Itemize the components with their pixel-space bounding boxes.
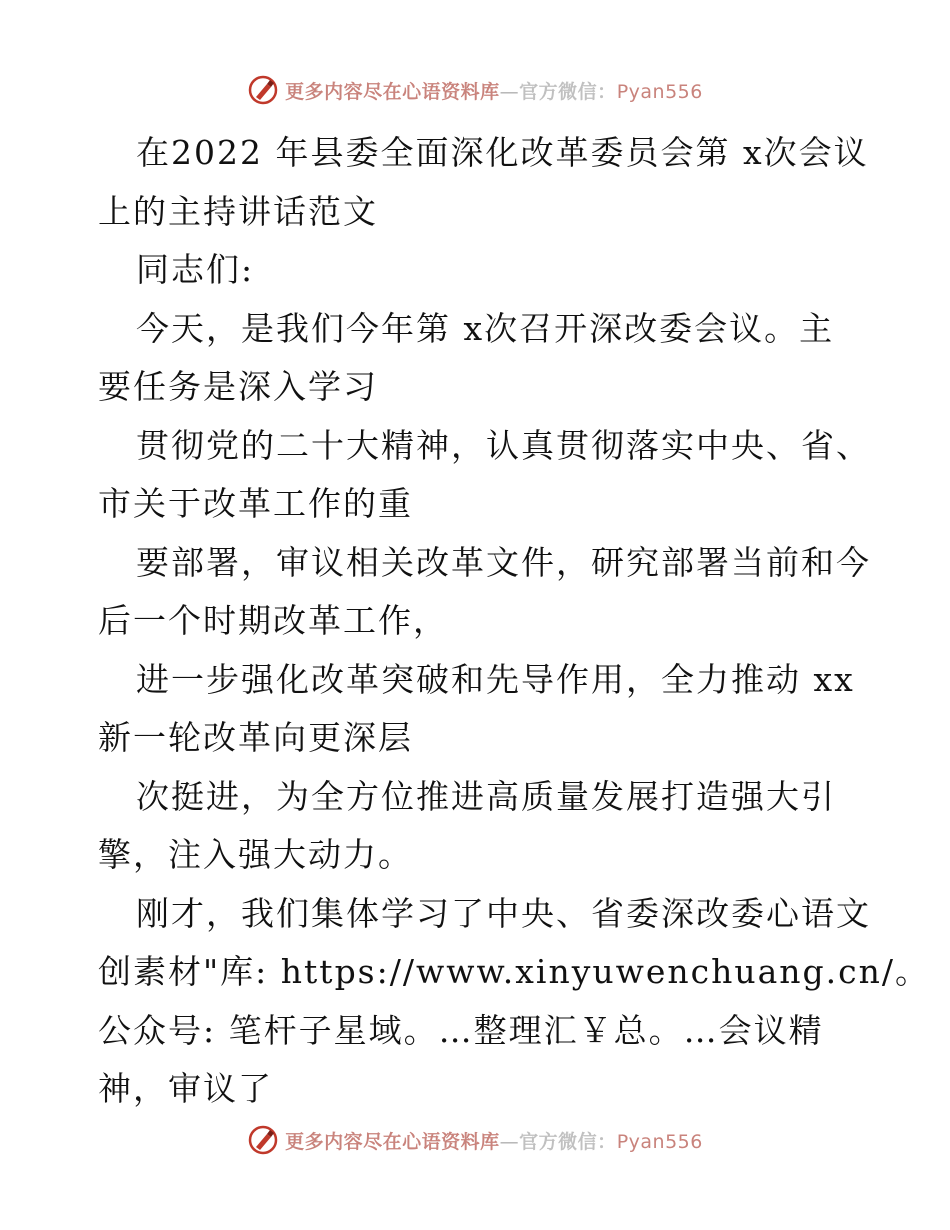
banner-main-text: 更多内容尽在心语资料库 (285, 80, 500, 103)
document-line: 创素材"库: https://www.xinyuwenchuang.cn/。 (98, 952, 931, 991)
document-line: 公众号: 笔杆子星域。…整理汇￥总。…会议精 (98, 1010, 824, 1050)
banner-wechat-label: 官方微信： (519, 1130, 617, 1153)
document-line: 神，审议了 (98, 1069, 273, 1108)
document-line: 上的主持讲话范文 (98, 191, 378, 231)
document-line: 今天，是我们今年第 x次召开深改委会议。主 (136, 308, 835, 348)
document-line: 后一个时期改革工作， (98, 601, 448, 640)
banner-separator: — (499, 1130, 520, 1153)
document-line: 刚才，我们集体学习了中央、省委深改委心语文 (136, 893, 871, 933)
document-line: 要任务是深入学习 (98, 367, 378, 406)
banner-main-text: 更多内容尽在心语资料库 (285, 1130, 500, 1153)
document-line: 进一步强化改革突破和先导作用，全力推动 xx (136, 659, 855, 699)
header-watermark-banner (0, 70, 950, 110)
document-line: 新一轮改革向更深层 (98, 718, 413, 757)
document-line: 要部署，审议相关改革文件，研究部署当前和今 (136, 542, 871, 582)
banner-wechat-id: Pyan556 (616, 80, 703, 103)
banner-separator: — (499, 80, 520, 103)
document-line: 市关于改革工作的重 (98, 484, 413, 523)
document-line: 同志们: (136, 250, 255, 289)
footer-watermark-banner (0, 1120, 950, 1160)
document-body (98, 124, 931, 1119)
pen-logo-icon (247, 74, 279, 106)
document-line: 贯彻党的二十大精神，认真贯彻落实中央、省、 (136, 425, 871, 465)
banner-wechat-id: Pyan556 (616, 1130, 703, 1153)
document-line: 擎，注入强大动力。 (98, 835, 413, 874)
banner-wechat-label: 官方微信： (519, 80, 617, 103)
pen-logo-icon (247, 1124, 279, 1156)
document-line: 次挺进，为全方位推进高质量发展打造强大引 (136, 776, 836, 816)
document-line: 在2022 年县委全面深化改革委员会第 x次会议 (136, 133, 869, 172)
